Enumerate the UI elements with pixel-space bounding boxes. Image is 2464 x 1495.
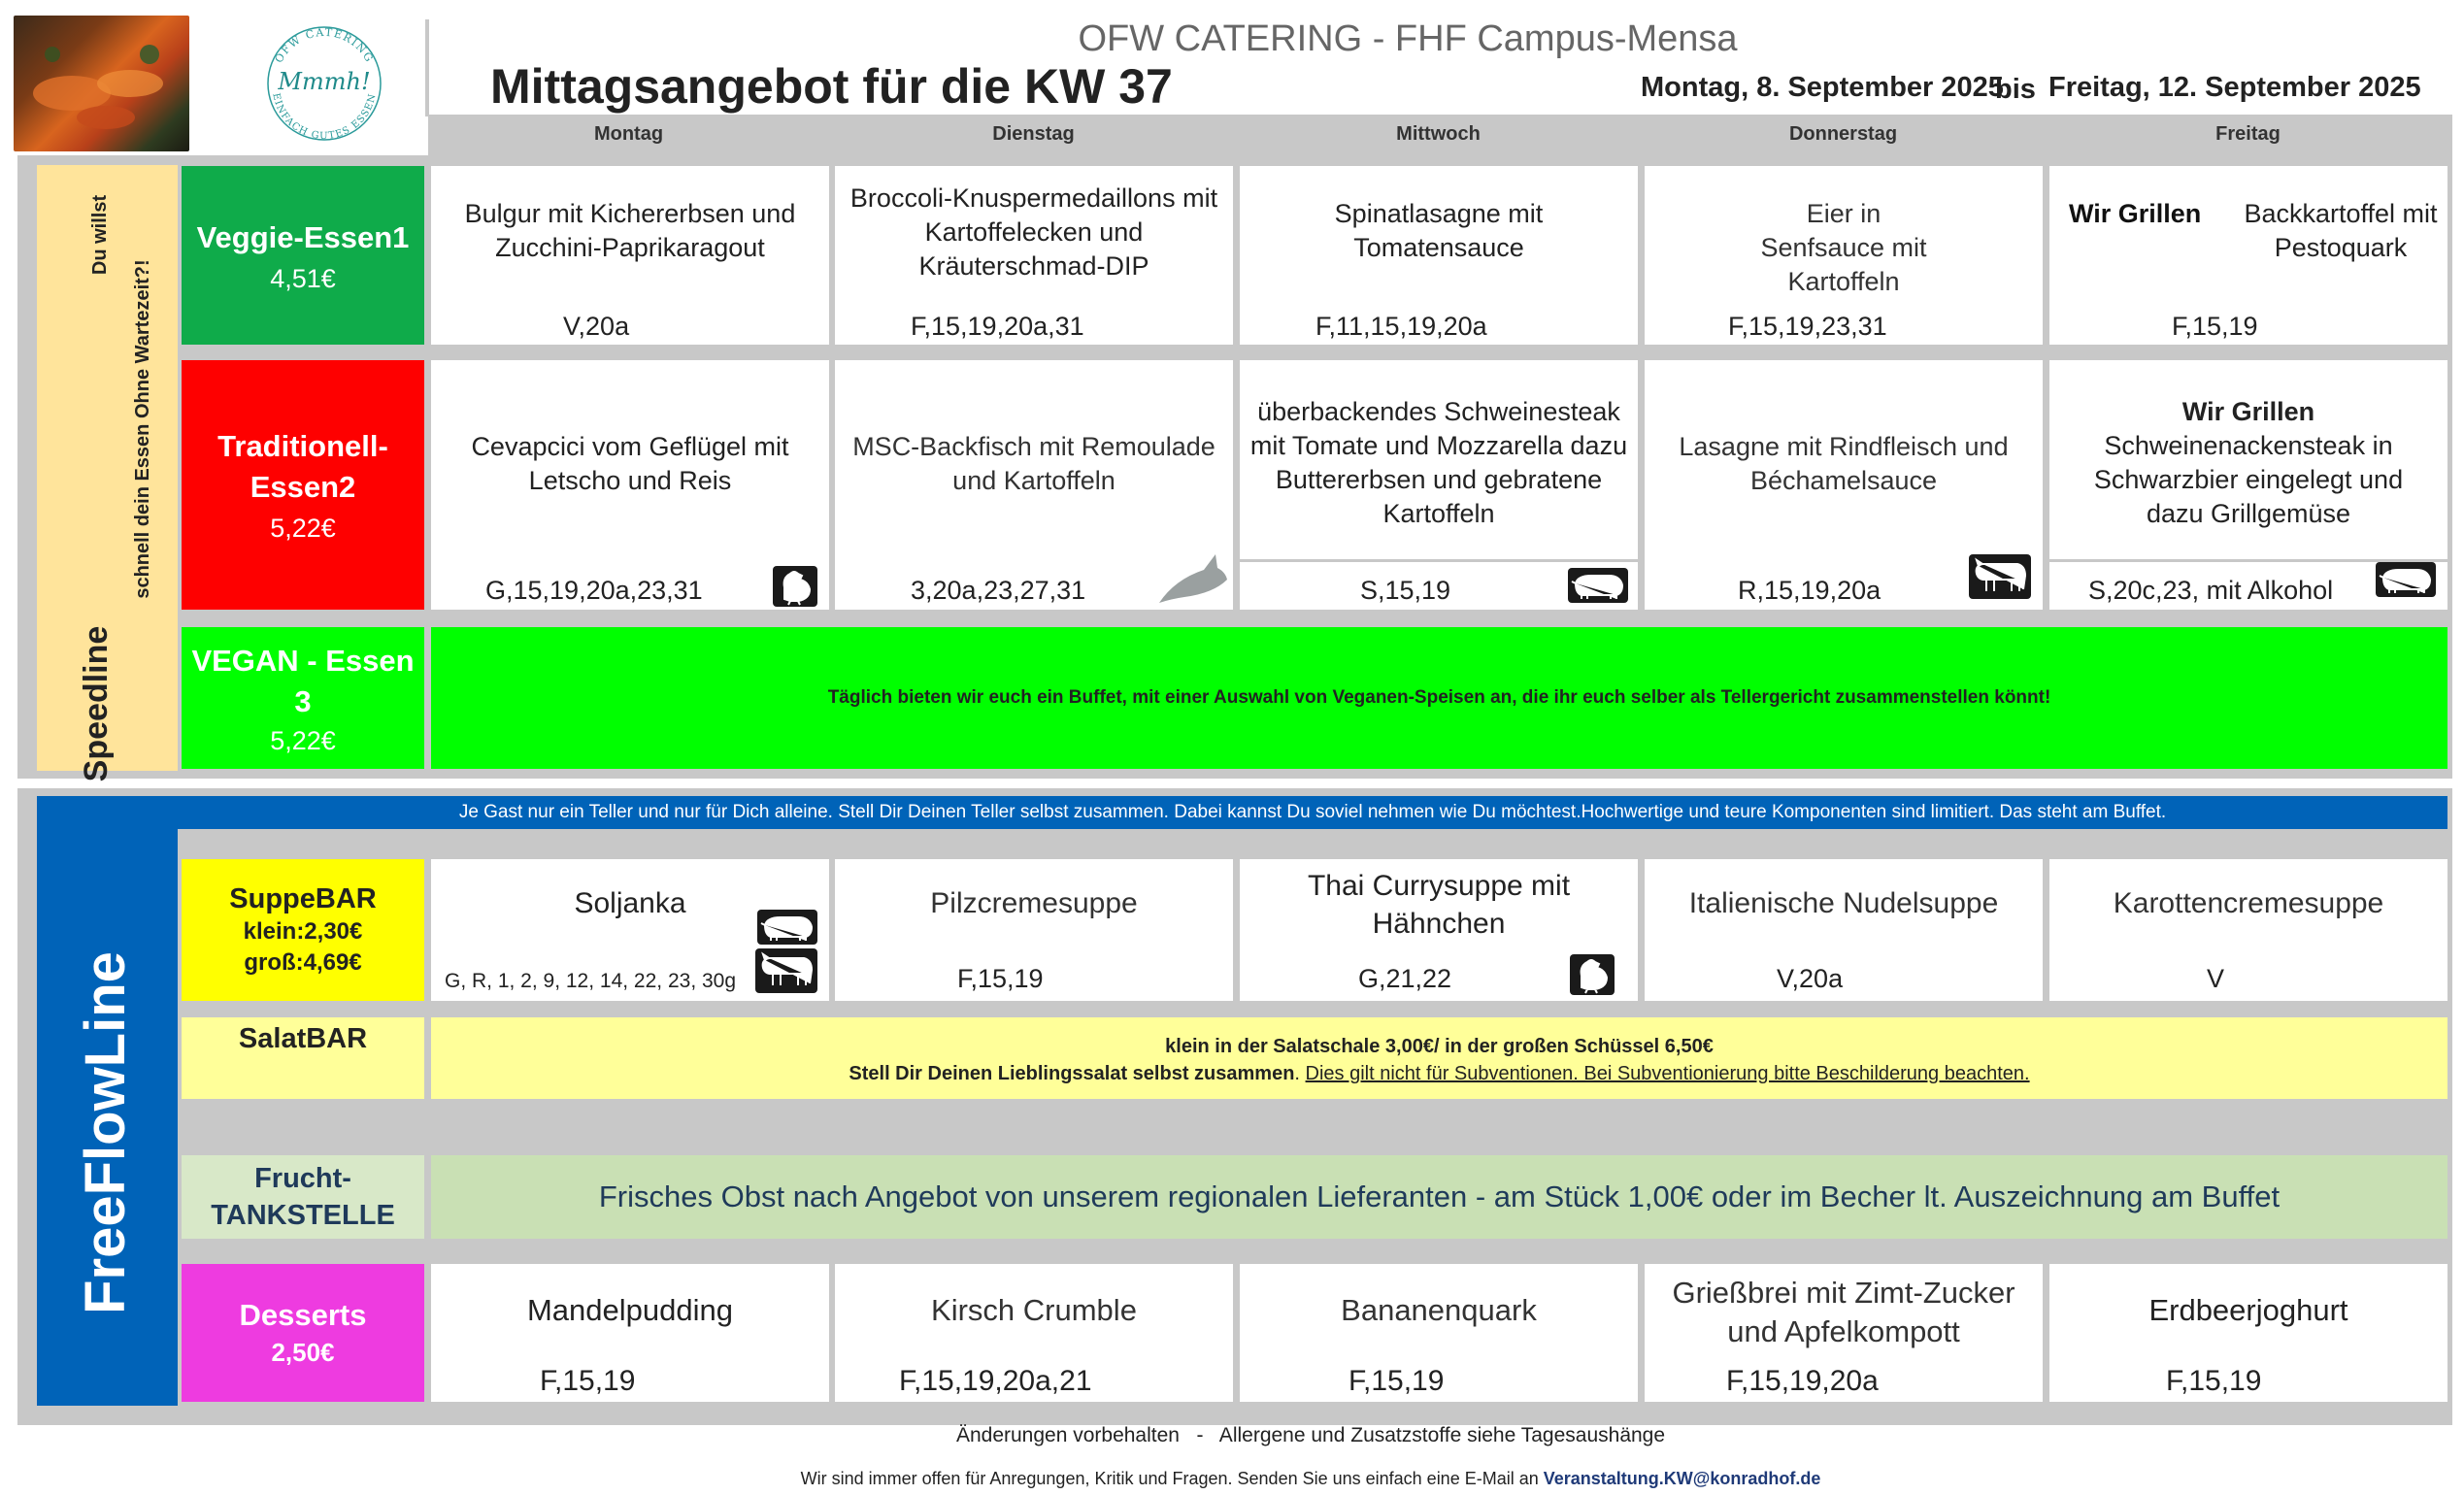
- contact-email-link[interactable]: Veranstaltung.KW@konradhof.de: [1543, 1468, 1821, 1488]
- vegan-price: 5,22€: [270, 725, 336, 755]
- allergen-codes: V: [2207, 964, 2225, 993]
- footer-contact: [485, 1464, 2136, 1493]
- frucht-info-banner: Frisches Obst nach Angebot von unserem regionalen Lieferanten - am Stück 1,00€ oder im Becher lt. Auszeichnung am Buffet: [431, 1155, 2447, 1239]
- logo-center-text: Mmmh!: [278, 68, 371, 95]
- dish-bold-label: Wir Grillen: [2069, 199, 2202, 228]
- dish-text: Spinatlasagne mit Tomatensauce: [1334, 199, 1544, 262]
- dish-text: Karottencremesuppe: [2113, 887, 2384, 919]
- veggie-dish-dienstag: [835, 166, 1233, 345]
- dish-text: Lasagne mit Rindfleisch und Béchamelsauce: [1679, 432, 2009, 495]
- suppe-dish-dienstag: [835, 859, 1233, 1001]
- suppe-price-small: klein:2,30€: [243, 918, 363, 945]
- dish-text: Mandelpudding: [526, 1293, 733, 1327]
- desserts-title: Desserts: [239, 1298, 367, 1332]
- allergen-codes: F,15,19: [540, 1365, 636, 1397]
- logo-ring-bottom: EINFACH GUTES ESSEN: [270, 91, 379, 143]
- salat-info-banner: [431, 1017, 2447, 1099]
- suppe-dish-montag: [431, 859, 829, 1001]
- allergen-codes: V,20a: [563, 312, 630, 341]
- frucht-title-1: Frucht-: [254, 1163, 351, 1194]
- speedline-side-label-2: schnell dein Essen Ohne Wartezeit?!: [132, 259, 153, 599]
- freeflow-rules-banner: Je Gast nur ein Teller und nur für Dich alleine. Stell Dir Deinen Teller selbst zusammen. Dabei kannst Du soviel nehmen wie Du möchtest.Hochwertige und teure Komponenten sind limitiert. Das steht am Buffet.: [178, 796, 2447, 829]
- dish-text: Eier in Senfsauce mit Kartoffeln: [1760, 199, 1927, 296]
- salat-subvention-note: Dies gilt nicht für Subventionen. Bei Subventionierung bitte Beschilderung beachten.: [1305, 1063, 2030, 1084]
- vegan-category-card: [182, 627, 424, 769]
- traditionell-title-1: Traditionell-: [217, 429, 388, 463]
- allergen-codes: V,20a: [1777, 964, 1844, 993]
- pig-icon: [757, 910, 817, 945]
- dish-text: Soljanka: [574, 887, 686, 919]
- food-photo: [14, 16, 189, 151]
- salat-line-2-bold: Stell Dir Deinen Lieblingssalat selbst zusammen: [849, 1063, 1295, 1084]
- allergen-codes: S,20c,23, mit Alkohol: [2088, 576, 2334, 605]
- veggie-title: Veggie-Essen1: [196, 219, 410, 254]
- veggie-dish-donnerstag: [1645, 166, 2043, 345]
- company-name: OFW CATERING - FHF Campus-Mensa: [1078, 17, 1738, 59]
- dish-text: überbackendes Schweinesteak mit Tomate und Mozzarella dazu Buttererbsen und gebratene Kartoffeln: [1249, 397, 1628, 528]
- footer-contact-text: Wir sind immer offen für Anregungen, Kritik und Fragen. Senden Sie uns einfach eine E-Mail an: [800, 1468, 1544, 1488]
- frucht-title-2: TANKSTELLE: [211, 1200, 395, 1231]
- salat-category-card: [182, 1017, 424, 1099]
- chicken-icon: [773, 566, 817, 607]
- veggie-price: 4,51€: [270, 263, 336, 293]
- suppe-category-card: [182, 859, 424, 1001]
- veggie-dish-mittwoch: [1240, 166, 1638, 345]
- veggie-dish-freitag: [2049, 166, 2447, 345]
- suppe-dish-donnerstag: [1645, 859, 2043, 1001]
- svg-text:EINFACH GUTES ESSEN: [270, 92, 378, 142]
- allergen-codes: F,15,19,20a: [1726, 1365, 1879, 1397]
- pig-icon: [2376, 562, 2436, 597]
- allergen-codes: G,15,19,20a,23,31: [485, 576, 703, 605]
- date-from: Montag, 8. September 2025: [1641, 72, 2004, 103]
- salat-line-1: klein in der Salatschale 3,00€/ in der großen Schüssel 6,50€: [1165, 1036, 1714, 1057]
- allergen-codes: F,11,15,19,20a: [1315, 312, 1487, 341]
- day-header-freitag: Freitag: [2215, 122, 2281, 145]
- dish-text: Bulgur mit Kichererbsen und Zucchini-Paprikaragout: [464, 199, 796, 262]
- veggie-dish-montag: [431, 166, 829, 345]
- dish-text: Italienische Nudelsuppe: [1688, 887, 1999, 919]
- veggie-category-card: [182, 166, 424, 345]
- traditionell-dish-freitag: [2049, 360, 2447, 610]
- dish-text: Grießbrei mit Zimt-Zucker und Apfelkompott: [1672, 1276, 2015, 1348]
- desserts-price: 2,50€: [271, 1338, 335, 1367]
- freeflow-side-label: FreeFlowLine: [74, 951, 137, 1314]
- svg-text:OFW CATERING: [273, 26, 377, 65]
- day-header-montag: Montag: [593, 122, 664, 145]
- suppe-title: SuppeBAR: [229, 883, 377, 914]
- page-title: Mittagsangebot für die KW 37: [490, 59, 1173, 114]
- dish-text: Erdbeerjoghurt: [2148, 1293, 2348, 1327]
- dish-bold-label: Wir Grillen: [2181, 397, 2315, 426]
- allergen-codes: S,15,19: [1360, 576, 1451, 605]
- speedline-side-label-3: Speedline: [78, 625, 115, 782]
- date-to: Freitag, 12. September 2025: [2048, 72, 2421, 103]
- date-bis: bis: [1995, 74, 2036, 105]
- allergen-codes: F,15,19,23,31: [1728, 312, 1887, 341]
- salat-line-2: [431, 1060, 2447, 1087]
- dessert-mittwoch: [1240, 1264, 1638, 1402]
- traditionell-price: 5,22€: [270, 514, 336, 543]
- traditionell-category-card: [182, 360, 424, 610]
- dish-text: Thai Currysuppe mit Hähnchen: [1307, 870, 1571, 940]
- desserts-category-card: [182, 1264, 424, 1402]
- vegan-title: VEGAN - Essen 3: [191, 643, 415, 718]
- allergen-codes: F,15,19: [957, 964, 1044, 993]
- allergen-codes: G,21,22: [1358, 964, 1452, 993]
- frucht-category-card: [182, 1155, 424, 1239]
- logo-ring-top: OFW CATERING: [272, 25, 377, 66]
- suppe-price-large: groß:4,69€: [244, 949, 362, 976]
- allergen-codes: 3,20a,23,27,31: [911, 576, 1086, 605]
- dish-text: Kirsch Crumble: [931, 1293, 1137, 1327]
- allergen-codes: F,15,19,20a,31: [911, 312, 1084, 341]
- allergen-codes: F,15,19: [2172, 312, 2258, 341]
- dish-text: Cevapcici vom Geflügel mit Letscho und Reis: [471, 432, 789, 495]
- allergen-codes: R,15,19,20a: [1738, 576, 1881, 605]
- dish-text: Schweinenackensteak in Schwarzbier eingelegt und dazu Grillgemüse: [2093, 431, 2404, 528]
- allergen-codes: G, R, 1, 2, 9, 12, 14, 22, 23, 30g: [445, 970, 737, 992]
- traditionell-dish-mittwoch: [1240, 360, 1638, 610]
- dessert-donnerstag: [1645, 1264, 2043, 1402]
- dish-text: Backkartoffel mit Pestoquark: [2244, 199, 2438, 262]
- day-header-dienstag: Dienstag: [992, 122, 1075, 145]
- cow-icon: [755, 948, 817, 993]
- day-header-donnerstag: Donnerstag: [1788, 122, 1898, 145]
- vegan-buffet-banner: Täglich bieten wir euch ein Buffet, mit einer Auswahl von Veganen-Speisen an, die ihr euch selber als Tellergericht zusammenstellen könnt!: [431, 627, 2447, 769]
- pig-icon: [1568, 568, 1628, 603]
- traditionell-dish-dienstag: [835, 360, 1233, 610]
- suppe-dish-mittwoch: [1240, 859, 1638, 1001]
- ofw-logo: [228, 16, 420, 151]
- dessert-freitag: [2049, 1264, 2447, 1402]
- chicken-icon: [1570, 954, 1615, 995]
- footer-note: Änderungen vorbehalten - Allergene und Zusatzstoffe siehe Tagesaushänge: [955, 1424, 1666, 1446]
- header-divider: [425, 19, 429, 116]
- traditionell-title-2: Essen2: [250, 470, 356, 504]
- speedline-side-label-1: Du willst: [89, 194, 111, 276]
- salat-line-2-sep: .: [1294, 1063, 1306, 1084]
- day-header-mittwoch: Mittwoch: [1396, 122, 1481, 145]
- dish-text: MSC-Backfisch mit Remoulade und Kartoffeln: [852, 432, 1215, 495]
- allergen-codes: F,15,19,20a,21: [899, 1365, 1092, 1397]
- fish-icon: [1155, 550, 1229, 607]
- cow-icon: [1969, 554, 2031, 599]
- suppe-dish-freitag: [2049, 859, 2447, 1001]
- cell-divider: [1240, 559, 1638, 562]
- dessert-dienstag: [835, 1264, 1233, 1402]
- dessert-montag: [431, 1264, 829, 1402]
- allergen-codes: F,15,19: [1349, 1365, 1445, 1397]
- traditionell-dish-donnerstag: [1645, 360, 2043, 610]
- traditionell-dish-montag: [431, 360, 829, 610]
- dish-text: Broccoli-Knuspermedaillons mit Kartoffelecken und Kräuterschmad-DIP: [849, 183, 1218, 281]
- dish-text: Pilzcremesuppe: [930, 887, 1138, 919]
- dish-text: Bananenquark: [1341, 1293, 1537, 1327]
- allergen-codes: F,15,19: [2166, 1365, 2262, 1397]
- salat-title: SalatBAR: [238, 1023, 368, 1054]
